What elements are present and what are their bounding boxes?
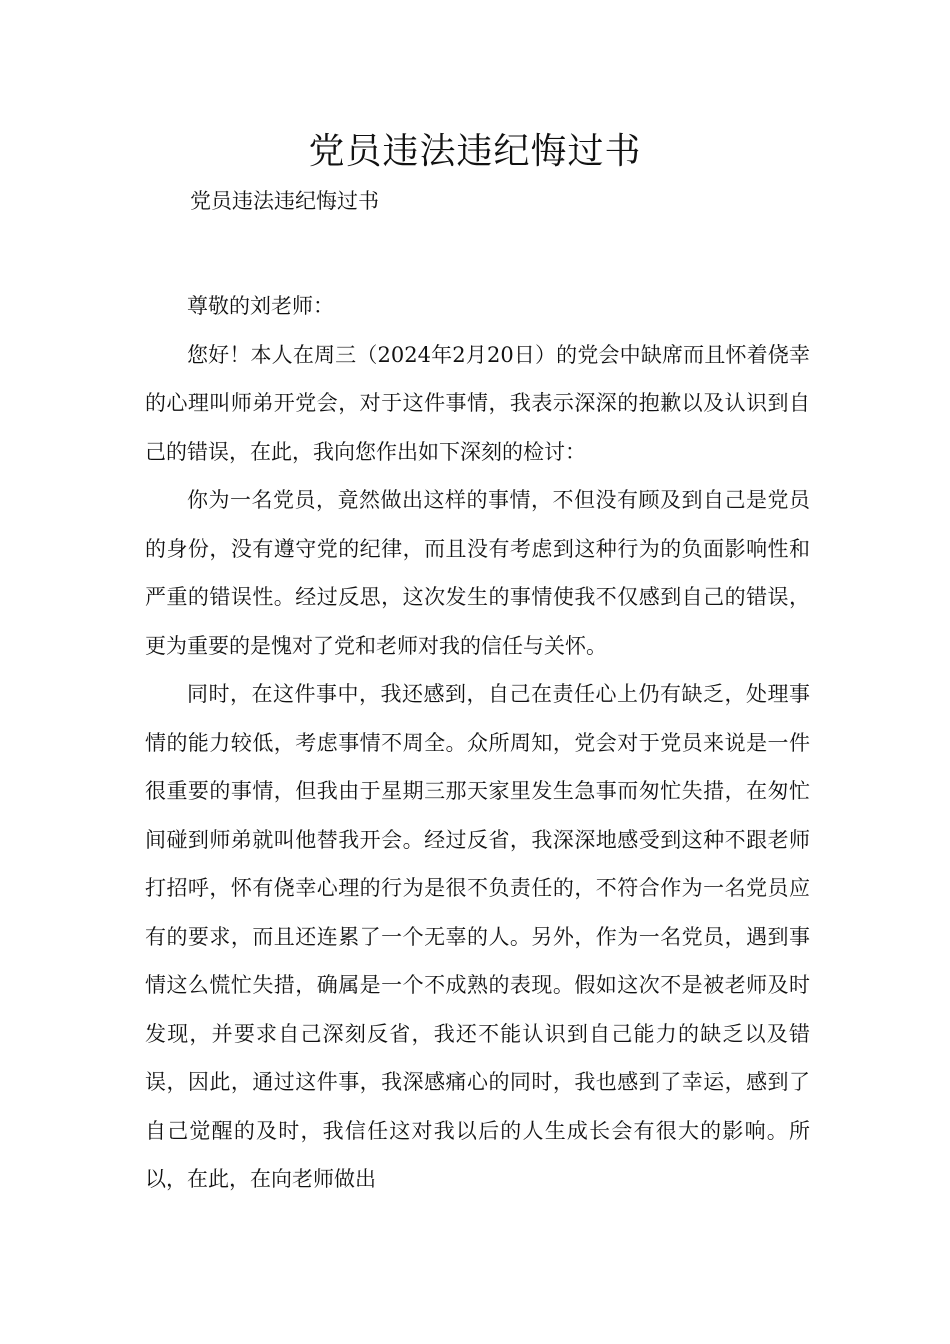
salutation: 尊敬的刘老师： xyxy=(187,294,334,318)
paragraph: 您好！本人在周三（2024年2月20日）的党会中缺席而且怀着侥幸的心理叫师弟开党会，对于这件事情，我表示深深的抱歉以及认识到自己的错误，在此，我向您作出如下深刻的检讨： xyxy=(145,342,810,464)
paragraph: 你为一名党员，竟然做出这样的事情，不但没有顾及到自己是党员的身份，没有遵守党的纪律，而且没有考虑到这种行为的负面影响性和严重的错误性。经过反思，这次发生的事情使我不仅感到自己的错误，更为重要的是愧对了党和老师对我的信任与关怀。 xyxy=(145,488,810,658)
document-body xyxy=(145,282,810,1204)
document-title: 党员违法违纪悔过书 xyxy=(308,131,642,172)
document-subtitle: 党员违法违纪悔过书 xyxy=(190,189,379,213)
paragraph: 同时，在这件事中，我还感到，自己在责任心上仍有缺乏，处理事情的能力较低，考虑事情不周全。众所周知，党会对于党员来说是一件很重要的事情，但我由于星期三那天家里发生急事而匆忙失措，在匆忙间碰到师弟就叫他替我开会。经过反省，我深深地感受到这种不跟老师打招呼，怀有侥幸心理的行为是很不负责任的，不符合作为一名党员应有的要求，而且还连累了一个无辜的人。另外，作为一名党员，遇到事情这么慌忙失措，确属是一个不成熟的表现。假如这次不是被老师及时发现，并要求自己深刻反省，我还不能认识到自己能力的缺乏以及错误，因此，通过这件事，我深感痛心的同时，我也感到了幸运，感到了自己觉醒的及时，我信任这对我以后的人生成长会有很大的影响。所以，在此，在向老师做出 xyxy=(145,682,810,1191)
